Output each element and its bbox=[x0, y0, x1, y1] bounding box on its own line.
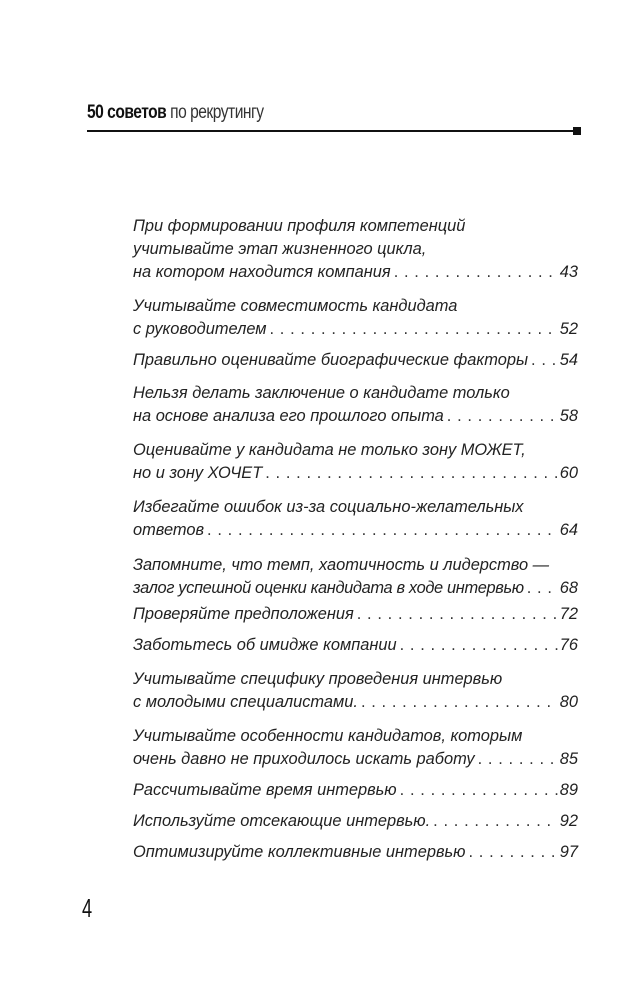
toc-entry-line: учитывайте этап жизненного цикла, bbox=[133, 240, 427, 258]
running-head bbox=[87, 101, 264, 125]
toc-entry-line: на основе анализа его прошлого опыта bbox=[133, 407, 444, 425]
toc-entry-line: Оценивайте у кандидата не только зону МОЖЕТ, bbox=[133, 441, 526, 459]
toc-page-number: 52 bbox=[559, 320, 578, 338]
running-head-book-number: 50 советов bbox=[87, 102, 167, 123]
toc-entry-line: Нельзя делать заключение о кандидате только bbox=[133, 384, 510, 402]
dot-leader bbox=[400, 779, 558, 802]
toc-entry-line: При формировании профиля компетенций bbox=[133, 217, 466, 235]
dot-leader bbox=[207, 519, 558, 542]
dot-leader bbox=[400, 634, 558, 657]
toc-entry[interactable] bbox=[133, 439, 578, 485]
toc-page-number: 43 bbox=[559, 263, 578, 281]
toc-entry[interactable] bbox=[133, 668, 578, 714]
toc-page-number: 92 bbox=[559, 812, 578, 830]
toc-page-number: 97 bbox=[559, 843, 578, 861]
toc-page-number: 72 bbox=[559, 605, 578, 623]
toc-entry-line: с руководителем bbox=[133, 320, 267, 338]
toc-page-number: 58 bbox=[559, 407, 578, 425]
header-rule-square-ornament bbox=[573, 127, 581, 135]
toc-entry[interactable] bbox=[133, 215, 578, 284]
toc-entry-line: Рассчитывайте время интервью bbox=[133, 781, 397, 799]
toc-entry-line: на котором находится компания bbox=[133, 263, 391, 281]
toc-page-number: 85 bbox=[559, 750, 578, 768]
dot-leader bbox=[357, 603, 558, 626]
dot-leader bbox=[531, 349, 558, 372]
toc-entry-line: Заботьтесь об имидже компании bbox=[133, 636, 397, 654]
toc-entry[interactable] bbox=[133, 349, 578, 372]
running-head-book-title: по рекрутингу bbox=[170, 102, 264, 123]
toc-entry-line: но и зону ХОЧЕТ bbox=[133, 464, 263, 482]
toc-entry-line: Оптимизируйте коллективные интервью bbox=[133, 843, 466, 861]
toc-entry[interactable] bbox=[133, 810, 578, 833]
toc-entry-line: Правильно оценивайте биографические факторы bbox=[133, 351, 529, 369]
toc-page-number: 60 bbox=[559, 464, 578, 482]
toc-page-number: 54 bbox=[559, 351, 578, 369]
dot-leader bbox=[468, 841, 557, 864]
toc-entry[interactable] bbox=[133, 496, 578, 542]
toc-entry-line: с молодыми специалистами. bbox=[133, 693, 358, 711]
toc-entry-line: Используйте отсекающие интервью. bbox=[133, 812, 431, 830]
dot-leader bbox=[265, 462, 558, 485]
dot-leader bbox=[270, 318, 558, 341]
toc-entry-line: Избегайте ошибок из-за социально-желательных bbox=[133, 498, 524, 516]
toc-entry-line: ответов bbox=[133, 521, 205, 539]
dot-leader bbox=[394, 261, 558, 284]
toc-page-number: 76 bbox=[559, 636, 578, 654]
dot-leader bbox=[447, 405, 558, 428]
toc-page-number: 68 bbox=[559, 579, 578, 597]
toc-entry-line: залог успешной оценки кандидата в ходе интервью bbox=[133, 579, 524, 597]
dot-leader bbox=[527, 577, 558, 600]
toc-entry-line: Учитывайте специфику проведения интервью bbox=[133, 670, 503, 688]
toc-entry-line: Учитывайте особенности кандидатов, которым bbox=[133, 727, 523, 745]
toc-entry[interactable] bbox=[133, 382, 578, 428]
dot-leader bbox=[478, 748, 558, 771]
toc-entry[interactable] bbox=[133, 779, 578, 802]
toc-entry-line: очень давно не приходилось искать работу bbox=[133, 750, 475, 768]
toc-page-number: 64 bbox=[559, 521, 578, 539]
header-rule bbox=[87, 130, 576, 132]
page-number-folio: 4 bbox=[82, 893, 93, 923]
toc-page-number: 80 bbox=[559, 693, 578, 711]
toc-entry[interactable] bbox=[133, 725, 578, 771]
dot-leader bbox=[433, 810, 558, 833]
toc-entry-line: Проверяйте предположения bbox=[133, 605, 354, 623]
dot-leader bbox=[361, 691, 558, 714]
toc-entry[interactable] bbox=[133, 841, 578, 864]
toc-entry[interactable] bbox=[133, 634, 578, 657]
toc-entry[interactable] bbox=[133, 603, 578, 626]
toc-entry-line: Учитывайте совместимость кандидата bbox=[133, 297, 458, 315]
toc-entry[interactable] bbox=[133, 295, 578, 341]
toc-entry-line: Запомните, что темп, хаотичность и лидерство — bbox=[133, 556, 550, 574]
toc-entry[interactable] bbox=[133, 554, 578, 600]
toc-page-number: 89 bbox=[559, 781, 578, 799]
